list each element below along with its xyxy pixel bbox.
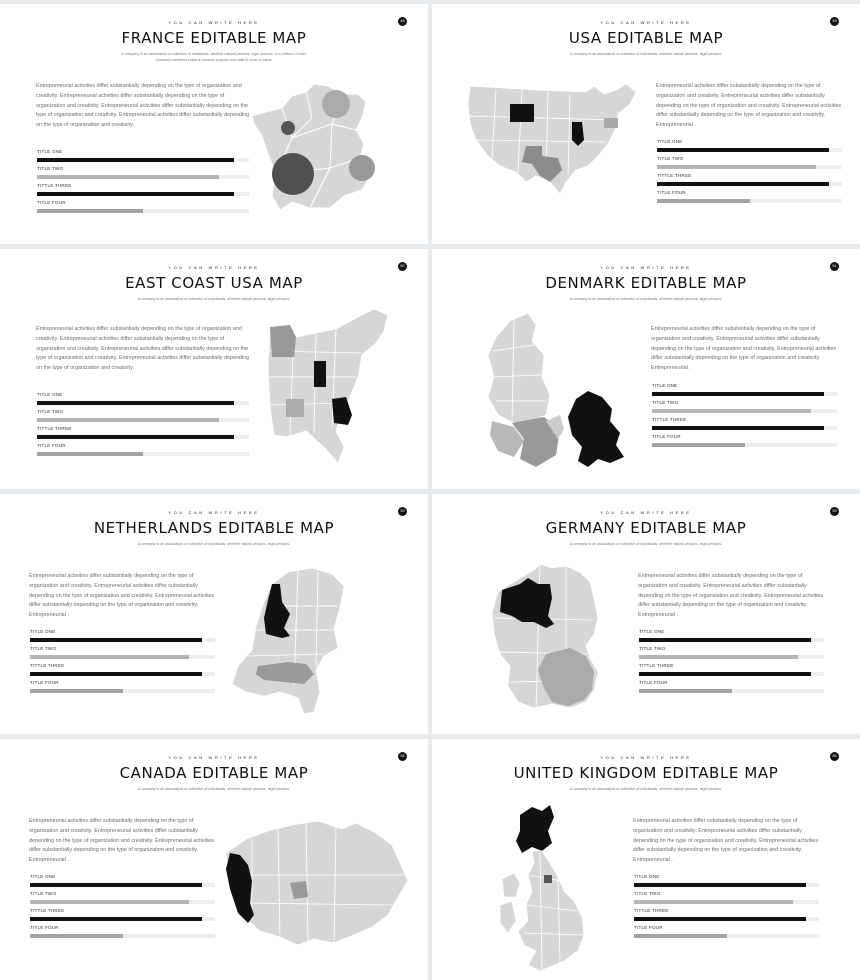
subtitle-line-1: A company is an association or collection of individuals, whether natural persons, legal persons. [569,297,723,301]
progress-bar-row [634,925,819,942]
highlighted-state[interactable] [510,104,534,122]
progress-bar-track [652,426,837,430]
page-number-badge: 49 [830,17,839,26]
progress-bar-row [37,149,249,166]
eyebrow-text: YOU CAN WRITE HERE [168,20,260,25]
progress-bar-label: TITLE ONE [639,629,665,634]
progress-bar-label: TITLE FOUR [37,200,66,205]
progress-bar-fill [30,917,202,921]
highlighted-country-scotland[interactable] [516,805,554,853]
progress-bar-track [30,638,215,642]
progress-bar-track [37,452,249,456]
progress-bar-track [37,435,249,439]
eyebrow-text: YOU CAN WRITE HERE [600,20,692,25]
slide-subtitle [0,51,428,63]
progress-bar-fill [30,655,189,659]
slide-subtitle [432,786,860,792]
progress-bar-row [37,443,249,460]
progress-bar-label: TITLE ONE [634,874,660,879]
progress-bar-fill [652,409,811,413]
progress-bar-fill [30,638,202,642]
progress-bar-track [37,192,249,196]
progress-bar-row [30,925,215,942]
progress-bar-fill [652,392,824,396]
progress-bar-track [37,158,249,162]
progress-bar-track [634,934,819,938]
progress-bar-fill [37,401,234,405]
progress-bar-track [37,401,249,405]
progress-bars [652,383,837,451]
progress-bar-label: TITLE FOUR [657,190,686,195]
progress-bar-fill [30,672,202,676]
progress-bar-fill [639,672,811,676]
progress-bar-track [30,672,215,676]
progress-bar-row [652,434,837,451]
progress-bar-label: TITLE TWO [30,646,57,651]
highlighted-county[interactable] [544,875,552,883]
progress-bar-track [30,934,215,938]
progress-bar-track [634,900,819,904]
progress-bar-fill [30,934,123,938]
eyebrow-text: YOU CAN WRITE HERE [168,265,260,270]
slide-subtitle [0,541,428,547]
progress-bar-row [639,663,824,680]
highlighted-state[interactable] [270,325,296,357]
subtitle-line-1: A company is an association or collection of individuals, whether natural persons, legal persons. [569,52,723,56]
subtitle-line-1: A company is an association or collection of individuals, whether natural persons, legal persons. [137,787,291,791]
united-kingdom-map[interactable] [498,801,610,977]
map-marker-bubble[interactable] [322,90,350,118]
progress-bar-fill [37,435,234,439]
map-marker-bubble[interactable] [272,153,314,195]
progress-bar-fill [639,655,798,659]
progress-bar-label: TITTLE THREE [37,183,72,188]
progress-bar-track [30,900,215,904]
slide-subtitle [0,296,428,302]
northern-ireland-region[interactable] [502,873,520,897]
progress-bar-track [657,165,842,169]
progress-bars [37,392,249,460]
progress-bar-track [639,689,824,693]
progress-bar-track [639,638,824,642]
progress-bar-track [634,883,819,887]
progress-bar-fill [37,192,234,196]
denmark-map[interactable] [484,311,634,473]
slide-usa-map [432,4,860,244]
progress-bar-row [37,166,249,183]
progress-bar-fill [634,934,727,938]
progress-bar-track [37,209,249,213]
germany-map[interactable] [490,562,602,712]
progress-bar-row [30,663,215,680]
slide-subtitle [432,51,860,57]
progress-bar-row [30,908,215,925]
progress-bar-label: TITTLE THREE [652,417,687,422]
page-number-badge: 55 [830,752,839,761]
netherlands-map[interactable] [228,566,352,718]
highlighted-region[interactable] [568,391,624,467]
progress-bar-track [652,409,837,413]
slide-title: GERMANY EDITABLE MAP [545,519,747,537]
progress-bar-row [30,891,215,908]
progress-bar-row [37,183,249,200]
progress-bar-label: TITLE TWO [37,409,64,414]
slide-title: FRANCE EDITABLE MAP [121,29,307,47]
progress-bar-row [639,629,824,646]
progress-bar-row [30,874,215,891]
progress-bar-track [30,883,215,887]
progress-bar-track [657,148,842,152]
progress-bar-fill [639,638,811,642]
subtitle-line-2: Company members share a common purpose and unite in order to focus. [155,58,273,62]
slide-title: CANADA EDITABLE MAP [119,764,309,782]
progress-bar-label: TITTLE THREE [30,663,65,668]
body-paragraph: Entrepreneurial activities differ substantially depending on the type of organization and creativity. Entrepreneurial activities differ substantially depending on the type of organization and creativity. Entrepreneurial activities differ substantially depending on the type of organization and creativity. Entrepreneurial activities differ substantially depending on the type of organization and creativity. [36,326,250,372]
progress-bar-label: TITLE TWO [634,891,661,896]
progress-bar-fill [634,900,793,904]
progress-bar-row [657,173,842,190]
progress-bars [30,629,215,697]
slide-east-coast-map [0,249,428,489]
progress-bar-track [657,182,842,186]
progress-bar-row [652,383,837,400]
progress-bar-label: TITLE ONE [37,149,63,154]
progress-bar-label: TITTLE THREE [30,908,65,913]
usa-map[interactable] [466,80,646,200]
progress-bar-fill [634,883,806,887]
progress-bar-label: TITLE ONE [37,392,63,397]
eyebrow-text: YOU CAN WRITE HERE [168,755,260,760]
highlighted-state[interactable] [314,361,326,387]
progress-bar-fill [37,175,219,179]
progress-bars [657,139,842,207]
progress-bar-fill [639,689,732,693]
progress-bar-fill [30,883,202,887]
body-paragraph: Entrepreneurial activities differ substantially depending on the type of organization and creativity. Entrepreneurial activities differ substantially depending on the type of organization and creativity. Entrepreneurial activities differ substantially depending on the type of organization and creativity. Entrepreneurial activities differ substantially depending on the type of organization and creativity. [36,83,250,129]
progress-bar-fill [652,426,824,430]
progress-bar-row [657,156,842,173]
progress-bar-label: TITLE FOUR [30,680,59,685]
eyebrow-text: YOU CAN WRITE HERE [600,755,692,760]
progress-bar-track [657,199,842,203]
slide-united-kingdom-map [432,739,860,980]
progress-bar-track [634,917,819,921]
progress-bar-label: TITTLE THREE [634,908,669,913]
body-paragraph: Entrepreneurial activities differ substantially depending on the type of organization and creativity. Entrepreneurial activities differ substantially depending on the type of organization and creativity. Entrepreneurial activities differ substantially depending on the type of organization and creativity. Entrepreneurial . [29,818,215,864]
slide-france-map [0,4,428,244]
progress-bar-fill [37,418,219,422]
progress-bar-label: TITLE FOUR [30,925,59,930]
progress-bar-label: TITLE TWO [639,646,666,651]
map-marker-bubble[interactable] [281,121,295,135]
progress-bar-track [652,443,837,447]
progress-bar-fill [37,158,234,162]
progress-bar-label: TITTLE THREE [657,173,692,178]
subtitle-line-1: A company is an association or collection of individuals, whether natural persons, legal persons. [569,542,723,546]
progress-bar-track [37,175,249,179]
progress-bar-label: TITLE TWO [30,891,57,896]
slide-subtitle [0,786,428,792]
highlighted-state[interactable] [286,399,304,417]
progress-bar-row [37,200,249,217]
progress-bar-label: TITLE FOUR [652,434,681,439]
body-paragraph: Entrepreneurial activities differ substantially depending on the type of organization and creativity. Entrepreneurial activities differ substantially depending on the type of organization and creativity. Entrepreneurial activities differ substantially depending on the type of organization and creativity. Entrepreneurial . [651,326,837,372]
eyebrow-text: YOU CAN WRITE HERE [600,265,692,270]
subtitle-line-1: A company is an association or collection of individuals, whether natural persons, legal persons. [137,542,291,546]
progress-bar-fill [657,148,829,152]
page-number-badge: 52 [398,507,407,516]
progress-bar-fill [30,689,123,693]
body-paragraph: Entrepreneurial activities differ substantially depending on the type of organization and creativity. Entrepreneurial activities differ substantially depending on the type of organization and creativity. Entrepreneurial activities differ substantially depending on the type of organization and creativity. Entrepreneurial . [633,818,819,864]
progress-bar-row [639,646,824,663]
progress-bar-track [639,672,824,676]
progress-bar-row [37,426,249,443]
progress-bar-row [634,908,819,925]
progress-bar-row [639,680,824,697]
highlighted-state[interactable] [332,397,352,425]
progress-bar-row [652,400,837,417]
slide-germany-map [432,494,860,734]
page-number-badge: 51 [830,262,839,271]
progress-bar-fill [652,443,745,447]
progress-bars [37,149,249,217]
progress-bar-track [639,655,824,659]
slide-title: DENMARK EDITABLE MAP [545,274,747,292]
map-marker-bubble[interactable] [349,155,375,181]
progress-bar-fill [634,917,806,921]
progress-bar-label: TITLE ONE [652,383,678,388]
progress-bar-row [37,409,249,426]
progress-bar-label: TITLE ONE [30,874,56,879]
slide-title: UNITED KINGDOM EDITABLE MAP [513,764,779,782]
progress-bar-label: TITTLE THREE [639,663,674,668]
progress-bar-row [657,139,842,156]
east-coast-map[interactable] [266,307,394,465]
progress-bar-label: TITLE TWO [657,156,684,161]
page-number-badge: 50 [398,262,407,271]
progress-bar-track [652,392,837,396]
progress-bars [634,874,819,942]
progress-bar-label: TITLE FOUR [37,443,66,448]
slide-title: USA EDITABLE MAP [568,29,724,47]
highlighted-state[interactable] [604,118,618,128]
progress-bars [639,629,824,697]
progress-bar-fill [657,165,816,169]
france-map[interactable] [248,78,388,218]
progress-bar-track [30,655,215,659]
progress-bar-fill [657,199,750,203]
progress-bar-track [37,418,249,422]
progress-bar-row [30,629,215,646]
progress-bar-fill [37,209,143,213]
slide-netherlands-map [0,494,428,734]
progress-bar-fill [37,452,143,456]
slide-subtitle [432,296,860,302]
slide-denmark-map [432,249,860,489]
slide-canada-map [0,739,428,980]
progress-bar-row [37,392,249,409]
slide-subtitle [432,541,860,547]
progress-bars [30,874,215,942]
eyebrow-text: YOU CAN WRITE HERE [600,510,692,515]
progress-bar-label: TITLE TWO [652,400,679,405]
body-paragraph: Entrepreneurial activities differ substantially depending on the type of organization and creativity. Entrepreneurial activities differ substantially depending on the type of organization and creativity. Entrepreneurial activities differ substantially depending on the type of organization and creativity. Entrepreneurial . [29,573,215,619]
page-number-badge: 54 [398,752,407,761]
subtitle-line-1: A company is an association or collection of individuals, whether natural persons, legal persons. [569,787,723,791]
progress-bar-label: TITLE TWO [37,166,64,171]
page-number-badge: 48 [398,17,407,26]
progress-bar-label: TITLE ONE [30,629,56,634]
canada-map[interactable] [222,819,412,951]
progress-bar-track [30,689,215,693]
progress-bar-label: TITLE ONE [657,139,683,144]
progress-bar-fill [30,900,189,904]
slide-title: EAST COAST USA MAP [125,274,303,292]
progress-bar-label: TITTLE THREE [37,426,72,431]
progress-bar-row [657,190,842,207]
progress-bar-row [652,417,837,434]
progress-bar-label: TITLE FOUR [639,680,668,685]
progress-bar-row [634,874,819,891]
progress-bar-row [30,646,215,663]
subtitle-line-1: A company is an association or collection of individuals, whether natural persons, legal persons, or a mixture of both. [121,52,307,56]
progress-bar-row [30,680,215,697]
body-paragraph: Entrepreneurial activities differ substantially depending on the type of organization and creativity. Entrepreneurial activities differ substantially depending on the type of organization and creativity. Entrepreneurial activities differ substantially depending on the type of organization and creativity. Entrepreneurial . [656,83,842,129]
page-number-badge: 53 [830,507,839,516]
progress-bar-track [30,917,215,921]
subtitle-line-1: A company is an association or collection of individuals, whether natural persons, legal persons. [137,297,291,301]
body-paragraph: Entrepreneurial activities differ substantially depending on the type of organization and creativity. Entrepreneurial activities differ substantially depending on the type of organization and creativity. Entrepreneurial activities differ substantially depending on the type of organization and creativity. Entrepreneurial . [638,573,824,619]
progress-bar-row [634,891,819,908]
progress-bar-fill [657,182,829,186]
progress-bar-label: TITLE FOUR [634,925,663,930]
slide-title: NETHERLANDS EDITABLE MAP [93,519,335,537]
eyebrow-text: YOU CAN WRITE HERE [168,510,260,515]
